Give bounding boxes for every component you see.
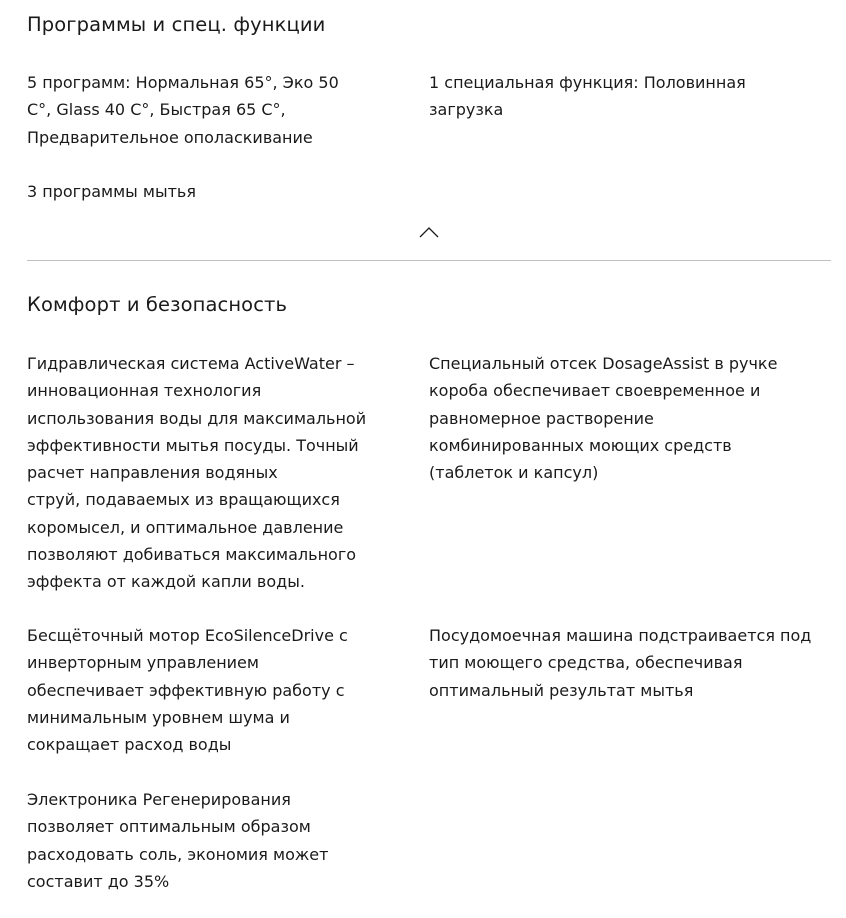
comfort-section-title: Комфорт и безопасность — [27, 293, 288, 316]
programs-section-title: Программы и спец. функции — [27, 13, 326, 36]
regeneration-feature-item: Электроника Регенерирования позволяет оптимальным образом расходовать соль, экономия может составит до 35% — [27, 790, 329, 891]
detergent-adaptation-feature-item: Посудомоечная машина подстраивается под тип моющего средства, обеспечивая оптимальный результат мытья — [429, 626, 812, 700]
section-divider — [27, 260, 831, 261]
chevron-up-icon — [419, 227, 439, 238]
activewater-feature-item: Гидравлическая система ActiveWater – инновационная технология использования воды для максимальной эффективности мытья посуды. Точный расчет направления водяных струй, подаваемых из вращающихся коромысел, и оптимальное давление позволяют добиваться максимального эффекта от каждой капли воды. — [27, 354, 367, 592]
collapse-toggle-button[interactable] — [416, 221, 442, 243]
special-function-item: 1 специальная функция: Половинная загрузка — [429, 73, 746, 120]
ecosilencedrive-feature-item: Бесщёточный мотор EcoSilenceDrive с инверторным управлением обеспечивает эффективную работу с минимальным уровнем шума и сокращает расход воды — [27, 626, 348, 755]
dosageassist-feature-item: Специальный отсек DosageAssist в ручке короба обеспечивает своевременное и равномерное растворение комбинированных моющих средств (таблеток и капсул) — [429, 354, 778, 483]
programs-feature-item: 5 программ: Нормальная 65°, Эко 50 C°, Glass 40 C°, Быстрая 65 C°, Предварительное ополаскивание — [27, 73, 339, 147]
wash-programs-count-item: 3 программы мытья — [27, 182, 196, 201]
